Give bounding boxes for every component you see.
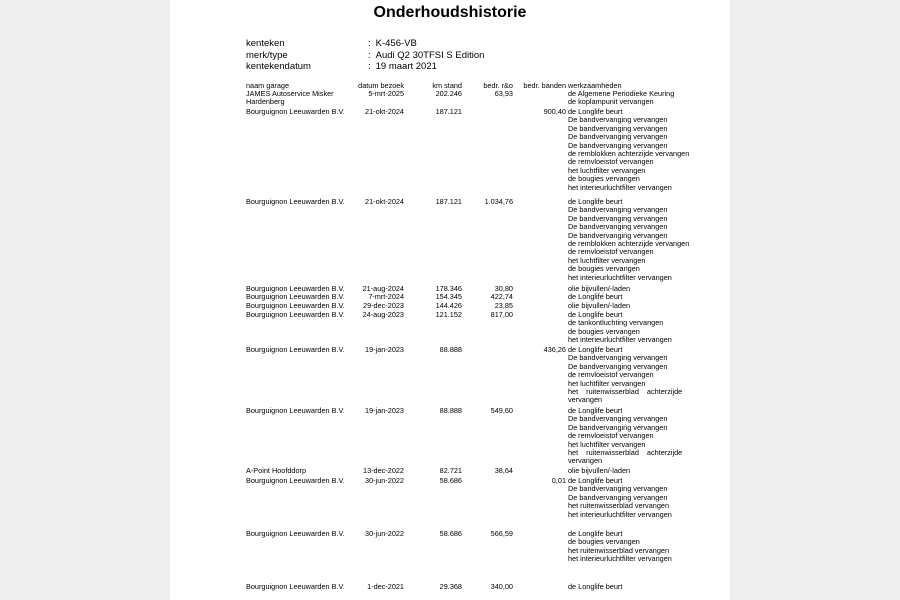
cell-km: 29.368: [439, 582, 462, 591]
cell-ro: 63,93: [494, 89, 513, 98]
work-item: de Longlife beurt: [568, 292, 623, 301]
work-item: het interieurluchtfilter vervangen: [568, 335, 672, 345]
cell-work: [568, 346, 703, 405]
work-item: het interieurluchtfilter vervangen: [568, 509, 672, 519]
work-item: de Longlife beurt: [568, 476, 623, 485]
cell-date: 30-jun-2022: [365, 476, 404, 485]
work-item: De bandvervanging vervangen: [568, 205, 668, 215]
cell-work: [568, 311, 703, 345]
cell-work: [568, 407, 703, 466]
cell-ro: 422,74: [490, 292, 513, 301]
cell-km: 88.888: [439, 406, 462, 415]
work-item: de Longlife beurt: [568, 197, 623, 206]
page-title: Onderhoudshistorie: [373, 4, 527, 21]
work-item: de bougies vervangen: [568, 326, 640, 336]
cell-km: 154.345: [435, 292, 462, 301]
work-item: De bandvervanging vervangen: [568, 353, 668, 363]
work-item: De bandvervanging vervangen: [568, 213, 668, 223]
work-item: De bandvervanging vervangen: [568, 140, 668, 150]
work-item: de Algemene Periodieke Keuring: [568, 89, 675, 98]
cell-garage: Bourguignon Leeuwarden B.V.: [246, 476, 345, 485]
cell-km: 121.152: [435, 310, 462, 319]
work-item: de bougies vervangen: [568, 174, 640, 184]
cell-garage: Bourguignon Leeuwarden B.V.: [246, 310, 345, 319]
work-item: de Longlife beurt: [568, 406, 623, 415]
cell-km: 58.686: [439, 529, 462, 538]
work-item: het luchtfilter vervangen: [568, 255, 646, 265]
work-item: het interieurluchtfilter vervangen: [568, 182, 672, 192]
work-item: het ruitenwisserblad vervangen: [568, 501, 669, 511]
work-item: de remvloeistof vervangen: [568, 247, 654, 257]
header-km: km stand: [432, 81, 462, 90]
cell-date: 29-dec-2023: [363, 301, 404, 310]
cell-work: [568, 108, 703, 192]
cell-date: 21-okt-2024: [365, 107, 404, 116]
work-item: het ruitenwisserblad achterzijde vervangen: [568, 387, 683, 405]
cell-work: [568, 90, 703, 107]
work-item: De bandvervanging vervangen: [568, 230, 668, 240]
work-item: de Longlife beurt: [568, 582, 623, 591]
header-work: werkzaamheden: [568, 81, 622, 90]
header-ro: bedr. r&o: [483, 81, 513, 90]
cell-km: 187.121: [435, 107, 462, 116]
work-item: De bandvervanging vervangen: [568, 422, 668, 432]
cell-banden: 436,26: [543, 345, 566, 354]
header-garage: naam garage: [246, 81, 290, 90]
cell-garage: Bourguignon Leeuwarden B.V.: [246, 197, 345, 206]
work-item: de remvloeistof vervangen: [568, 370, 654, 380]
cell-ro: 817,00: [490, 310, 513, 319]
work-item: de bougies vervangen: [568, 537, 640, 547]
cell-work: [568, 198, 703, 282]
work-item: De bandvervanging vervangen: [568, 484, 668, 494]
cell-work: [568, 477, 703, 519]
cell-ro: 1.034,76: [484, 197, 513, 206]
cell-km: 88.888: [439, 345, 462, 354]
cell-date: 5-mrt-2025: [368, 89, 404, 98]
cell-km: 187.121: [435, 197, 462, 206]
work-item: De bandvervanging vervangen: [568, 414, 668, 424]
work-item: de tankontluchting vervangen: [568, 318, 664, 328]
cell-banden: 0,01: [551, 476, 566, 485]
meta-kenteken-value: K-456-VB: [375, 38, 417, 49]
cell-garage: Bourguignon Leeuwarden B.V.: [246, 284, 345, 293]
cell-date: 7-mrt-2024: [368, 292, 404, 301]
meta-colon: :: [368, 61, 371, 72]
cell-ro: 23,85: [494, 301, 513, 310]
meta-merk-value: Audi Q2 30TFSI S Edition: [375, 50, 485, 61]
cell-km: 82.721: [439, 466, 462, 475]
work-item: het luchtfilter vervangen: [568, 378, 646, 388]
work-item: De bandvervanging vervangen: [568, 132, 668, 142]
work-item: de Longlife beurt: [568, 107, 623, 116]
cell-km: 178.346: [435, 284, 462, 293]
meta-datum-label: kentekendatum: [246, 61, 311, 72]
cell-ro: 30,80: [494, 284, 513, 293]
work-item: de remblokken achterzijde vervangen: [568, 149, 690, 159]
cell-ro: 340,00: [490, 582, 513, 591]
cell-date: 19-jan-2023: [365, 345, 404, 354]
cell-ro: 566,59: [490, 529, 513, 538]
cell-garage: Bourguignon Leeuwarden B.V.: [246, 529, 345, 538]
cell-ro: 38,64: [494, 466, 513, 475]
work-item: het luchtfilter vervangen: [568, 165, 646, 175]
cell-work: [568, 467, 703, 475]
work-item: het ruitenwisserblad vervangen: [568, 545, 669, 555]
cell-date: 13-dec-2022: [363, 466, 404, 475]
work-item: het interieurluchtfilter vervangen: [568, 272, 672, 282]
cell-date: 21-okt-2024: [365, 197, 404, 206]
cell-ro: 549,60: [490, 406, 513, 415]
work-item: de Longlife beurt: [568, 529, 623, 538]
work-item: De bandvervanging vervangen: [568, 123, 668, 133]
cell-km: 202.246: [435, 89, 462, 98]
cell-garage: JAMES Autoservice Misker Hardenberg: [246, 89, 334, 107]
meta-kenteken-label: kenteken: [246, 38, 285, 49]
work-item: het interieurluchtfilter vervangen: [568, 554, 672, 564]
cell-date: 30-jun-2022: [365, 529, 404, 538]
cell-work: [568, 530, 703, 564]
work-item: de koplampunit vervangen: [568, 97, 654, 107]
meta-colon: :: [368, 50, 371, 61]
cell-date: 21-aug-2024: [362, 284, 404, 293]
work-item: het ruitenwisserblad achterzijde vervangen: [568, 448, 683, 466]
meta-datum-value: 19 maart 2021: [375, 61, 437, 72]
work-item: olie bijvullen/-laden: [568, 284, 631, 293]
cell-garage: Bourguignon Leeuwarden B.V.: [246, 292, 345, 301]
cell-date: 1-dec-2021: [367, 582, 404, 591]
cell-garage: Bourguignon Leeuwarden B.V.: [246, 582, 345, 591]
work-item: de bougies vervangen: [568, 264, 640, 274]
cell-km: 144.426: [435, 301, 462, 310]
cell-garage: Bourguignon Leeuwarden B.V.: [246, 301, 345, 310]
meta-colon: :: [368, 38, 371, 49]
work-item: de Longlife beurt: [568, 345, 623, 354]
work-item: de remvloeistof vervangen: [568, 431, 654, 441]
work-item: De bandvervanging vervangen: [568, 492, 668, 502]
cell-date: 24-aug-2023: [362, 310, 404, 319]
work-item: de Longlife beurt: [568, 310, 623, 319]
work-item: De bandvervanging vervangen: [568, 115, 668, 125]
cell-km: 58.686: [439, 476, 462, 485]
work-item: de remvloeistof vervangen: [568, 157, 654, 167]
header-date: datum bezoek: [358, 81, 404, 90]
cell-date: 19-jan-2023: [365, 406, 404, 415]
work-item: De bandvervanging vervangen: [568, 361, 668, 371]
work-item: De bandvervanging vervangen: [568, 222, 668, 232]
cell-garage: Bourguignon Leeuwarden B.V.: [246, 406, 345, 415]
cell-banden: 900,40: [543, 107, 566, 116]
cell-garage: A-Point Hoofddorp: [246, 466, 307, 475]
work-item: het luchtfilter vervangen: [568, 439, 646, 449]
cell-garage: Bourguignon Leeuwarden B.V.: [246, 345, 345, 354]
cell-garage: Bourguignon Leeuwarden B.V.: [246, 107, 345, 116]
cell-work: [568, 583, 703, 591]
header-banden: bedr. banden: [523, 81, 566, 90]
work-item: de remblokken achterzijde vervangen: [568, 239, 690, 249]
work-item: olie bijvullen/-laden: [568, 301, 631, 310]
document-page: [170, 0, 730, 600]
meta-merk-label: merk/type: [246, 50, 288, 61]
work-item: olie bijvullen/-laden: [568, 466, 631, 475]
